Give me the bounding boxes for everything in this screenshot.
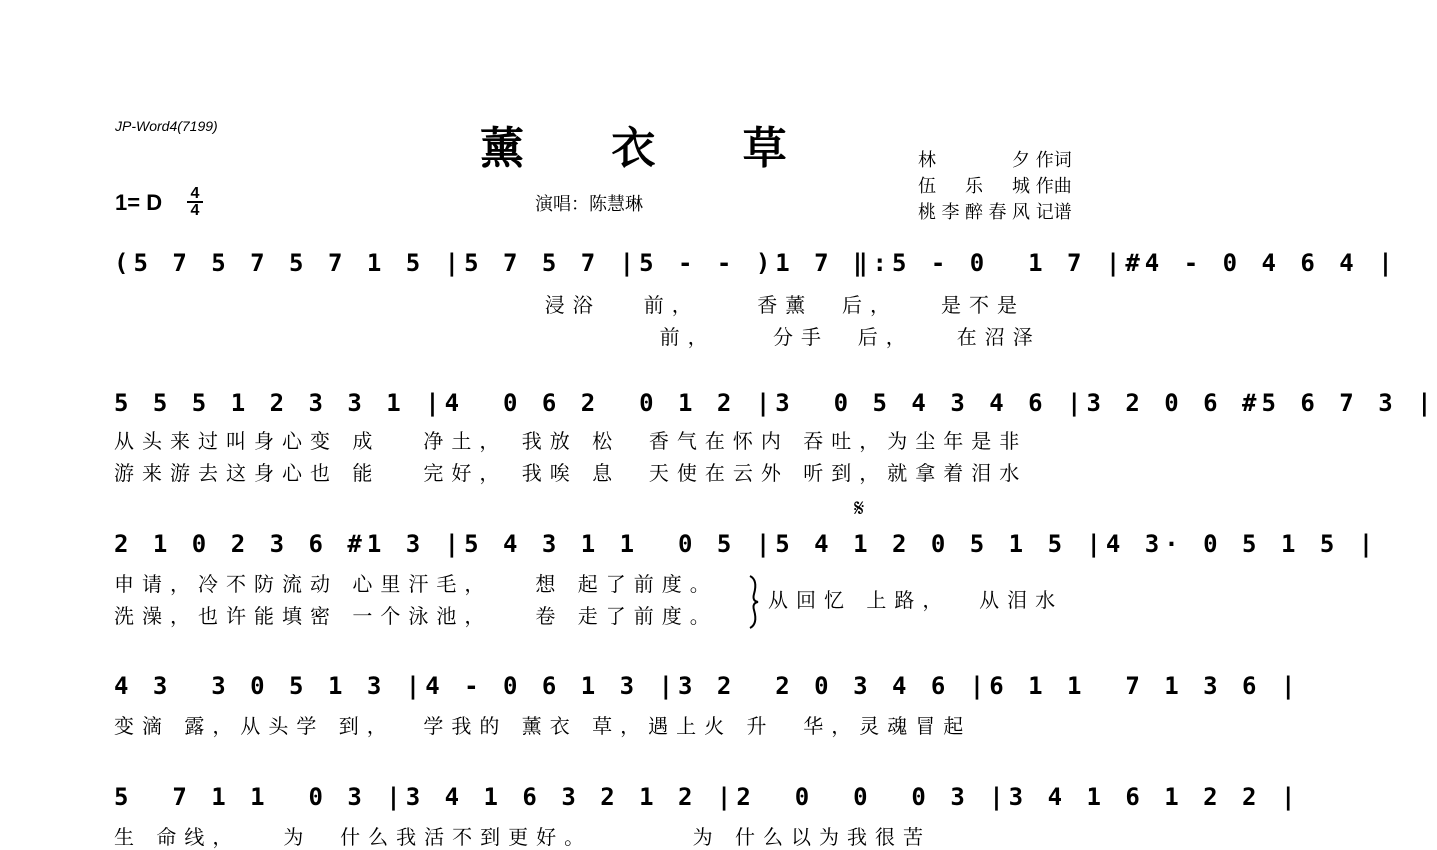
lyric-verse-1: 变滴 露，从头学 到， 学我的 薰衣 草，遇上火 升 华，灵魂冒起 — [114, 714, 972, 738]
credit-role: 作曲 — [1035, 176, 1072, 197]
song-title: 薰 衣 草 — [480, 123, 823, 174]
credit-name: 伍 乐 城 — [918, 176, 1030, 197]
lyric-verse-1: 申请，冷不防流动 心里汗毛， 想 起了前度。 — [114, 572, 718, 596]
key-signature: 1= D — [115, 190, 163, 215]
lyric-verse-1: 生 命线， 为 什么我活不到更好。 为 什么以为我很苦 — [114, 825, 932, 849]
lyric-verse-1: 浸浴 前， 香薰 后， 是不是 — [114, 293, 1026, 317]
singer-label: 演唱： — [535, 194, 589, 215]
credit-lyricist — [918, 148, 1072, 174]
lyric-verse-2: 前， 分手 后， 在沼泽 — [114, 325, 1041, 349]
singer-line — [535, 190, 643, 216]
software-version: JP-Word4(7199) — [115, 118, 218, 134]
credit-role: 记谱 — [1035, 202, 1072, 223]
notation-line: (5 7 5 7 5 7 1 5 |5 7 5 7 |5 - - )1 7 ‖:5 - 0 1 7 |#4 - 0 4 6 4 | — [114, 249, 1398, 277]
lyric-shared: 从回忆 上路， 从泪水 — [768, 588, 1064, 612]
credit-transcriber — [918, 200, 1072, 226]
verse-brace — [748, 574, 760, 630]
lyric-verse-2: 游来游去这身心也 能 完好， 我唉 息 天使在云外 听到，就拿着泪水 — [114, 461, 1028, 485]
lyric-verse-1: 从头来过叫身心变 成 净土， 我放 松 香气在怀内 吞吐，为尘年是非 — [114, 429, 1028, 453]
lyric-verse-2: 洗澡，也许能填密 一个泳池， 卷 走了前度。 — [114, 604, 718, 628]
segno-sign: 𝄋 — [854, 494, 865, 522]
credits — [918, 148, 1072, 226]
singer-name: 陈慧琳 — [589, 194, 643, 215]
notation-line: 5 7 1 1 0 3 |3 4 1 6 3 2 1 2 |2 0 0 0 3 |3 4 1 6 1 2 2 | — [114, 783, 1301, 811]
notation-line: 5 5 5 1 2 3 3 1 |4 0 6 2 0 1 2 |3 0 5 4 3 4 6 |3 2 0 6 #5 6 7 3 | — [114, 389, 1437, 417]
credit-name: 林 夕 — [918, 150, 1030, 171]
credit-role: 作词 — [1035, 150, 1072, 171]
credit-composer — [918, 174, 1072, 200]
time-signature-top: 4 — [190, 185, 200, 202]
notation-line: 2 1 0 2 3 6 #1 3 |5 4 3 1 1 0 5 |5 4 1 2 0 5 1 5 |4 3· 0 5 1 5 | — [114, 530, 1379, 558]
time-signature-bottom: 4 — [190, 202, 200, 219]
time-signature — [186, 186, 204, 218]
notation-line: 4 3 3 0 5 1 3 |4 - 0 6 1 3 |3 2 2 0 3 4 6 |6 1 1 7 1 3 6 | — [114, 672, 1301, 700]
credit-name: 桃李醉春风 — [918, 202, 1030, 223]
